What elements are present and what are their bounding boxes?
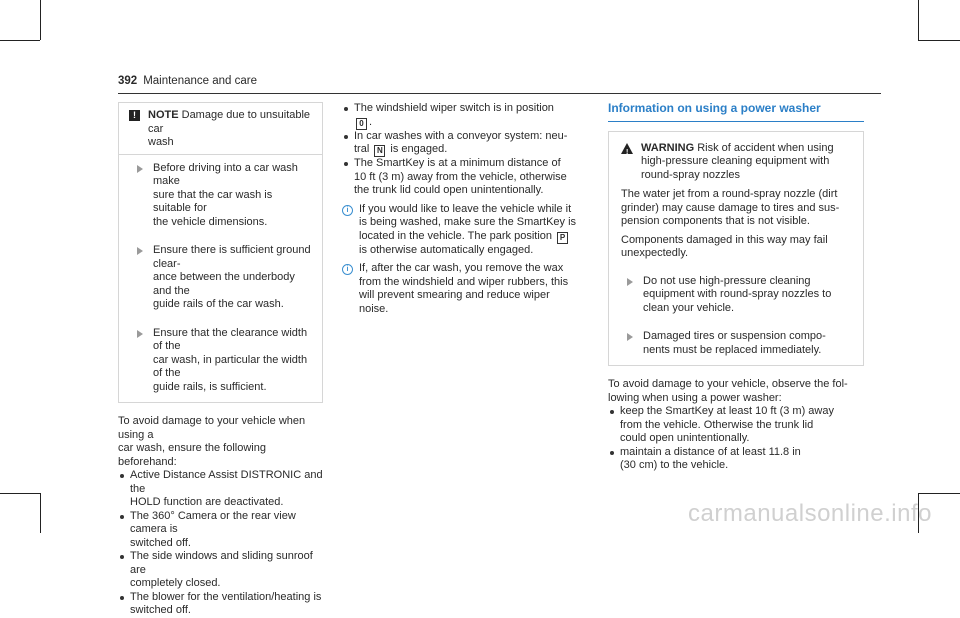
column-1 [118, 102, 323, 618]
note-text: wash [148, 136, 174, 148]
list-item: keep the SmartKey at least 10 ft (3 m) away from the vehicle. Otherwise the trunk lid could open unintentionally. [608, 405, 864, 446]
step-line: car wash, in particular the width of the [153, 353, 308, 379]
step-line: sure that the car wash is suitable for [153, 188, 273, 214]
crop-mark [918, 0, 919, 40]
instruction-step: Do not use high-pressure cleaning equipment with round-spray nozzles to clean your vehicle. [609, 265, 863, 324]
bullet-list [342, 102, 592, 198]
triangle-bullet-icon [137, 330, 143, 338]
list-item: Active Distance Assist DISTRONIC and the HOLD function are deactivated. [118, 469, 323, 510]
instruction-step: Damaged tires or suspension compo- nents must be replaced immediately. [609, 323, 863, 365]
crop-mark [40, 0, 41, 40]
crop-mark [0, 493, 40, 494]
page-header [118, 75, 257, 87]
instruction-step [119, 237, 322, 320]
crop-mark [918, 493, 960, 494]
warning-text: round-spray nozzles [641, 168, 741, 181]
exclamation-icon: ! [129, 110, 140, 121]
text-line: To avoid damage to your vehicle when using a [118, 415, 306, 441]
column-3 [608, 102, 864, 473]
list-item: The SmartKey is at a minimum distance of 10 ft (3 m) away from the vehicle, otherwise the trunk lid could open unintentionally. [342, 157, 592, 198]
list-item: In car washes with a conveyor system: neu- tral N is engaged. [342, 130, 592, 158]
warning-box: ! WARNING Risk of accident when using high-pressure cleaning equipment with round-spray nozzles The water jet from a round-spray nozzle (dirt grinder) may cause damage to tires and sus- pension components that is not visible. Components damaged in this way may fail unexpectedly. Do not use high-pressure cleaning equipment with round-spray nozzles to clean your vehicle. Damaged tires or suspension compo- nents must be replaced immediately. [608, 131, 864, 367]
header-rule [118, 93, 881, 94]
watermark: carmanualsonline.info [688, 500, 932, 527]
list-item: maintain a distance of at least 11.8 in (30 cm) to the vehicle. [608, 446, 864, 473]
info-note: i If you would like to leave the vehicle while it is being washed, make sure the SmartKey is located in the vehicle. The park position P is otherwise automatically engaged. [342, 203, 592, 258]
warning-triangle-icon: ! [621, 143, 633, 154]
info-note: i If, after the car wash, you remove the wax from the windshield and wiper rubbers, this will prevent smearing and reduce wiper noise. [342, 262, 592, 316]
info-icon: i [342, 264, 353, 275]
warning-label: WARNING [641, 141, 695, 154]
step-line: Ensure that the clearance width of the [153, 326, 308, 352]
gear-position-icon: N [374, 145, 385, 157]
section-title: Information on using a power washer [608, 102, 864, 122]
triangle-bullet-icon [627, 278, 633, 286]
bullet-list [118, 469, 323, 618]
step-line: guide rails of the car wash. [153, 298, 284, 310]
info-icon: i [342, 205, 353, 216]
list-item: The side windows and sliding sunroof are completely closed. [118, 550, 323, 591]
intro-paragraph: To avoid damage to your vehicle, observe the fol- lowing when using a power washer: [608, 378, 848, 404]
column-2 [342, 102, 592, 316]
triangle-bullet-icon [137, 165, 143, 173]
step-line: Ensure there is sufficient ground clear- [153, 244, 311, 270]
instruction-step [119, 155, 322, 238]
list-item: The windshield wiper switch is in position 0 . [342, 102, 592, 130]
note-label: NOTE [148, 109, 179, 121]
crop-mark [0, 40, 40, 41]
crop-mark [918, 40, 960, 41]
instruction-step [119, 320, 322, 403]
text-line: car wash, ensure the following beforehand: [118, 442, 266, 468]
gear-position-icon: P [557, 232, 568, 244]
step-line: ance between the underbody and the [153, 271, 295, 297]
triangle-bullet-icon [137, 247, 143, 255]
warning-text: high-pressure cleaning equipment with [641, 155, 830, 167]
warning-body: The water jet from a round-spray nozzle (dirt grinder) may cause damage to tires and sus- pension components that is not visible. Components damaged in this way may fail unexpectedly. [621, 188, 840, 259]
crop-mark [40, 493, 41, 533]
bullet-list [608, 405, 864, 473]
chapter-title: Maintenance and care [143, 75, 257, 87]
note-box [118, 102, 323, 403]
step-line: Before driving into a car wash make [153, 161, 298, 187]
list-item: The blower for the ventilation/heating is switched off. [118, 591, 323, 618]
triangle-bullet-icon [627, 333, 633, 341]
note-text: Damage due to unsuitable car [148, 109, 311, 135]
intro-paragraph [118, 415, 323, 469]
list-item: The 360° Camera or the rear view camera is switched off. [118, 510, 323, 551]
step-line: the vehicle dimensions. [153, 215, 268, 228]
gear-position-icon: 0 [356, 118, 367, 130]
page-number: 392 [118, 75, 138, 87]
step-line: guide rails, is sufficient. [153, 380, 267, 393]
